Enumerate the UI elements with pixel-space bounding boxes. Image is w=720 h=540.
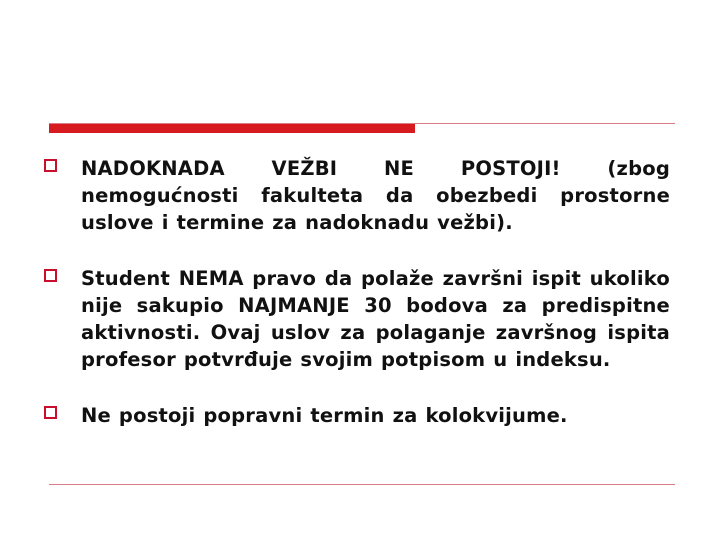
bullet-item-no-makeup-exercises: [44, 155, 670, 236]
top-accent-bar: [49, 124, 415, 133]
bullet-text: Ne postoji popravni termin za kolokvijume.: [81, 404, 568, 427]
hollow-square-bullet-icon: [44, 406, 57, 419]
bullet-list: [44, 155, 670, 429]
bullet-item-exam-requirement: [44, 265, 670, 373]
hollow-square-bullet-icon: [44, 159, 57, 172]
bullet-text: NADOKNADA VEŽBI NE POSTOJI! (zbog nemogućnosti fakulteta da obezbedi prostorne uslove i termine za nadoknadu vežbi).: [81, 157, 670, 234]
hollow-square-bullet-icon: [44, 269, 57, 282]
bullet-item-no-makeup-colloquium: [44, 402, 670, 429]
bottom-divider-line: [49, 484, 675, 485]
bullet-text: Student NEMA pravo da polaže završni ispit ukoliko nije sakupio NAJMANJE 30 bodova za predispitne aktivnosti. Ovaj uslov za polaganje završnog ispita profesor potvrđuje svojim potpisom u indeksu.: [81, 267, 670, 371]
